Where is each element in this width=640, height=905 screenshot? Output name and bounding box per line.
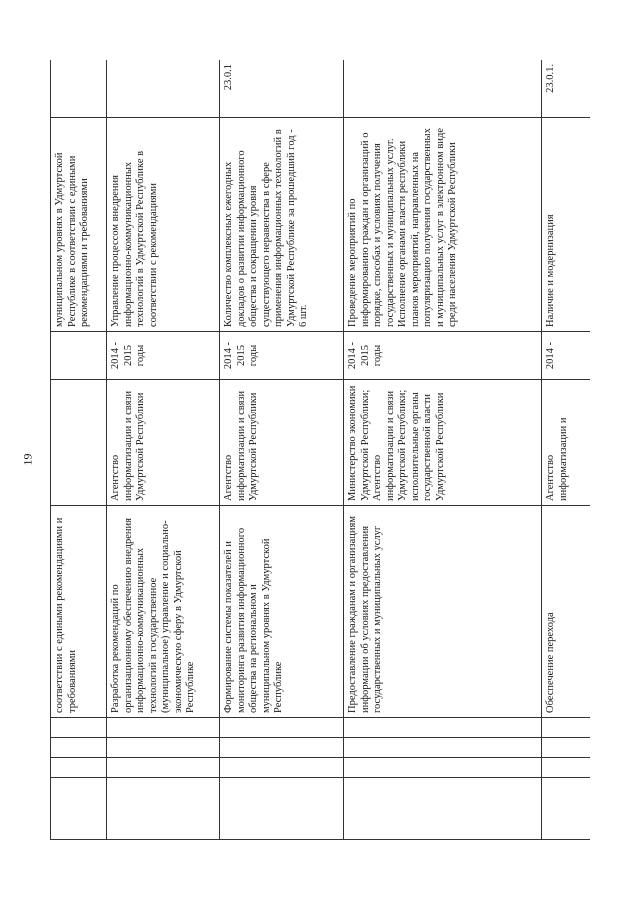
empty-cell: [220, 718, 344, 738]
empty-cell: [107, 718, 220, 738]
empty-cell: [220, 758, 344, 778]
event-cell: Разработка рекомендаций по организационному обеспечению внедрения информационно-коммуникационных технологий в государственное (муниципальное) управление и социально-экономическую сферу в Удмуртской Республике: [107, 506, 220, 718]
page-number: 19: [20, 453, 35, 466]
period-cell: 2014 - 2015 годы: [344, 332, 542, 380]
empty-cell: [51, 738, 107, 758]
executor-cell: Министерство экономики Удмуртской Республики; Агентство информатизации и связи Удмуртской Республики; исполнительные органы государственной власти Удмуртской Республики: [344, 380, 542, 506]
empty-cell: [344, 718, 542, 738]
empty-cell: [542, 758, 591, 778]
result-cell: Управление процессом внедрения информационно-коммуникационных технологий в Удмуртской Республике в соответствии с рекомендациями: [107, 118, 220, 332]
period-cell: 2014 -: [542, 332, 591, 380]
result-cell: муниципальном уровнях в Удмуртской Республике в соответствии с едиными рекомендациями и требованиями: [51, 118, 107, 332]
result-cell: Количество комплексных ежегодных докладов о развитии информационного общества и сокращении уровня существующего неравенства в сфере применения информационных технологий в Удмуртской Республике за прошедший год - 6 шт.: [220, 118, 344, 332]
executor-cell: Агентство информатизации и: [542, 380, 591, 506]
executor-cell: [51, 380, 107, 506]
executor-cell: Агентство информатизации и связи Удмуртской Республики: [107, 380, 220, 506]
program-table: [50, 60, 590, 840]
table-row: [542, 60, 591, 840]
event-cell: Обеспечение перехода: [542, 506, 591, 718]
result-cell: Проведение мероприятий по информированию граждан и организаций о порядке, способах и условиях получения государственных и муниципальных услуг. Исполнение органами власти республики планов мероприятий, направленных на популяризацию получения государственных и муниципальных услуг в электронном виде среди населения Удмуртской Республики: [344, 118, 542, 332]
empty-cell: [107, 738, 220, 758]
rotated-table-container: [50, 60, 590, 840]
empty-cell: [107, 778, 220, 840]
table-row: [220, 60, 344, 840]
code-cell: 23.0.1.: [542, 60, 591, 118]
period-cell: [51, 332, 107, 380]
table-row: [344, 60, 542, 840]
empty-cell: [107, 758, 220, 778]
document-sheet: [50, 60, 590, 840]
executor-cell: Агентство информатизации и связи Удмуртской Республики: [220, 380, 344, 506]
empty-cell: [51, 778, 107, 840]
code-cell: [107, 60, 220, 118]
table-row: [51, 60, 107, 840]
empty-cell: [344, 758, 542, 778]
code-cell: 23.0.1: [220, 60, 344, 118]
empty-cell: [542, 778, 591, 840]
event-cell: Предоставление гражданам и организациям информации об условиях предоставления государственных и муниципальных услуг: [344, 506, 542, 718]
empty-cell: [344, 738, 542, 758]
event-cell: соответствии с едиными рекомендациями и требованиями: [51, 506, 107, 718]
empty-cell: [220, 738, 344, 758]
code-cell: [51, 60, 107, 118]
result-cell: Наличие и модернизация: [542, 118, 591, 332]
event-cell: Формирование системы показателей и мониторинга развития информационного общества на региональном и муниципальном уровнях в Удмуртской Республике: [220, 506, 344, 718]
empty-cell: [51, 718, 107, 738]
period-cell: 2014 - 2015 годы: [107, 332, 220, 380]
code-cell: [344, 60, 542, 118]
empty-cell: [51, 758, 107, 778]
empty-cell: [344, 778, 542, 840]
empty-cell: [542, 718, 591, 738]
empty-cell: [220, 778, 344, 840]
table-row: [107, 60, 220, 840]
period-cell: 2014 - 2015 годы: [220, 332, 344, 380]
empty-cell: [542, 738, 591, 758]
